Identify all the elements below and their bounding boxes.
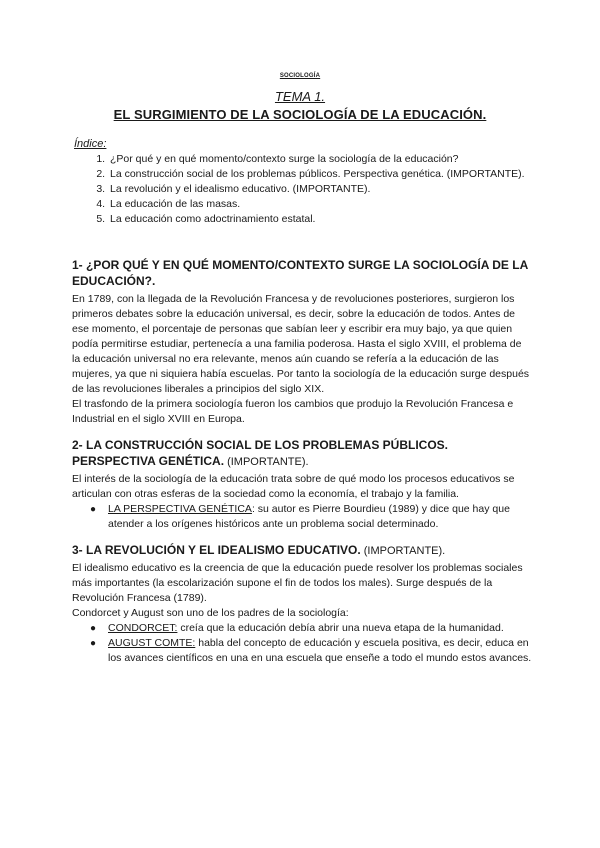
- section-3-paragraph: El idealismo educativo es la creencia de que la educación puede resolver los problemas sociales más importantes (la escolarización supone el fin de todos los males). Surge después de la Revolución Francesa (1789).: [72, 562, 523, 604]
- section-3-heading: [72, 542, 532, 559]
- section-1-heading: 1- ¿POR QUÉ Y EN QUÉ MOMENTO/CONTEXTO SURGE LA SOCIOLOGÍA DE LA EDUCACIÓN?.: [72, 258, 528, 288]
- section-2-heading: [72, 437, 532, 470]
- bullet-term: LA PERSPECTIVA GENÉTICA: [108, 503, 252, 515]
- bullet-text: : su autor es Pierre Bourdieu (1989) y dice que hay que atender a los orígenes históricos ante un problema social determinado.: [108, 503, 510, 530]
- section-1: [72, 257, 532, 427]
- important-tag: (IMPORTANTE).: [360, 545, 446, 557]
- bullet-term: AUGUST COMTE:: [108, 637, 196, 649]
- list-item: 2. La construcción social de los problemas públicos. Perspectiva genética. (IMPORTANTE).: [108, 167, 568, 182]
- bullet-text: creía que la educación debía abrir una nueva etapa de la humanidad.: [177, 622, 504, 634]
- list-item: 4. La educación de las masas.: [108, 197, 568, 212]
- list-item: [90, 502, 532, 532]
- subject-label: SOCIOLOGÍA: [279, 73, 321, 79]
- section-2-title: 2- LA CONSTRUCCIÓN SOCIAL DE LOS PROBLEMAS PÚBLICOS. PERSPECTIVA GENÉTICA.: [72, 438, 449, 468]
- section-2: [72, 437, 532, 532]
- bullet-icon: ●: [90, 623, 97, 634]
- list-item: 5. La educación como adoctrinamiento estatal.: [108, 212, 568, 227]
- section-3-bullets: [72, 621, 532, 666]
- important-tag: (IMPORTANTE).: [224, 456, 309, 468]
- section-2-bullets: [72, 502, 532, 532]
- bullet-icon: ●: [90, 638, 97, 649]
- list-item: [90, 636, 532, 666]
- index-label: Índice:: [74, 138, 107, 150]
- list-item: [90, 621, 532, 636]
- list-item: 3. La revolución y el idealismo educativo. (IMPORTANTE).: [108, 182, 568, 197]
- page-title: EL SURGIMIENTO DE LA SOCIOLOGÍA DE LA EDUCACIÓN.: [113, 107, 487, 122]
- section-2-paragraph: El interés de la sociología de la educación trata sobre de qué modo los procesos educativos se articulan con otras esferas de la sociedad como la economía, el trabajo y la familia.: [72, 473, 515, 500]
- section-1-paragraph: En 1789, con la llegada de la Revolución Francesa y de revoluciones posteriores, surgieron los primeros debates sobre la educación universal, es decir, sobre la educación de todos. Antes de ese momento, el porcentaje de personas que sabían leer y escribir era muy bajo, ya que quien podía permitirse estudiar, pertenecía a una familia poderosa. Hasta el siglo XVIII, el problema de la educación universal no era relevante, menos aún cuando se refería a la educación de las mujeres, ya que ni siquiera había escuelas. Por tanto la sociología de la educación surge después de las revoluciones liberales a principios del siglo XIX.: [72, 293, 530, 395]
- section-3: [72, 542, 532, 666]
- bullet-icon: ●: [90, 504, 97, 515]
- list-item: 1. ¿Por qué y en qué momento/contexto surge la sociología de la educación?: [108, 152, 568, 167]
- bullet-term: CONDORCET:: [108, 622, 178, 634]
- index-list: [74, 152, 568, 227]
- section-3-title: 3- LA REVOLUCIÓN Y EL IDEALISMO EDUCATIVO.: [72, 543, 361, 557]
- section-1-paragraph: El trasfondo de la primera sociología fueron los cambios que produjo la Revolución Francesa e Industrial en el siglo XVIII en Europa.: [72, 398, 514, 425]
- bullet-text: habla del concepto de educación y escuela positiva, es decir, educa en los avances científicos en una en una escuela que enseñe a todo el mundo estos avances.: [108, 637, 532, 664]
- tema-label: TEMA 1.: [274, 89, 326, 104]
- section-3-paragraph: Condorcet y August son uno de los padres de la sociología:: [72, 607, 349, 619]
